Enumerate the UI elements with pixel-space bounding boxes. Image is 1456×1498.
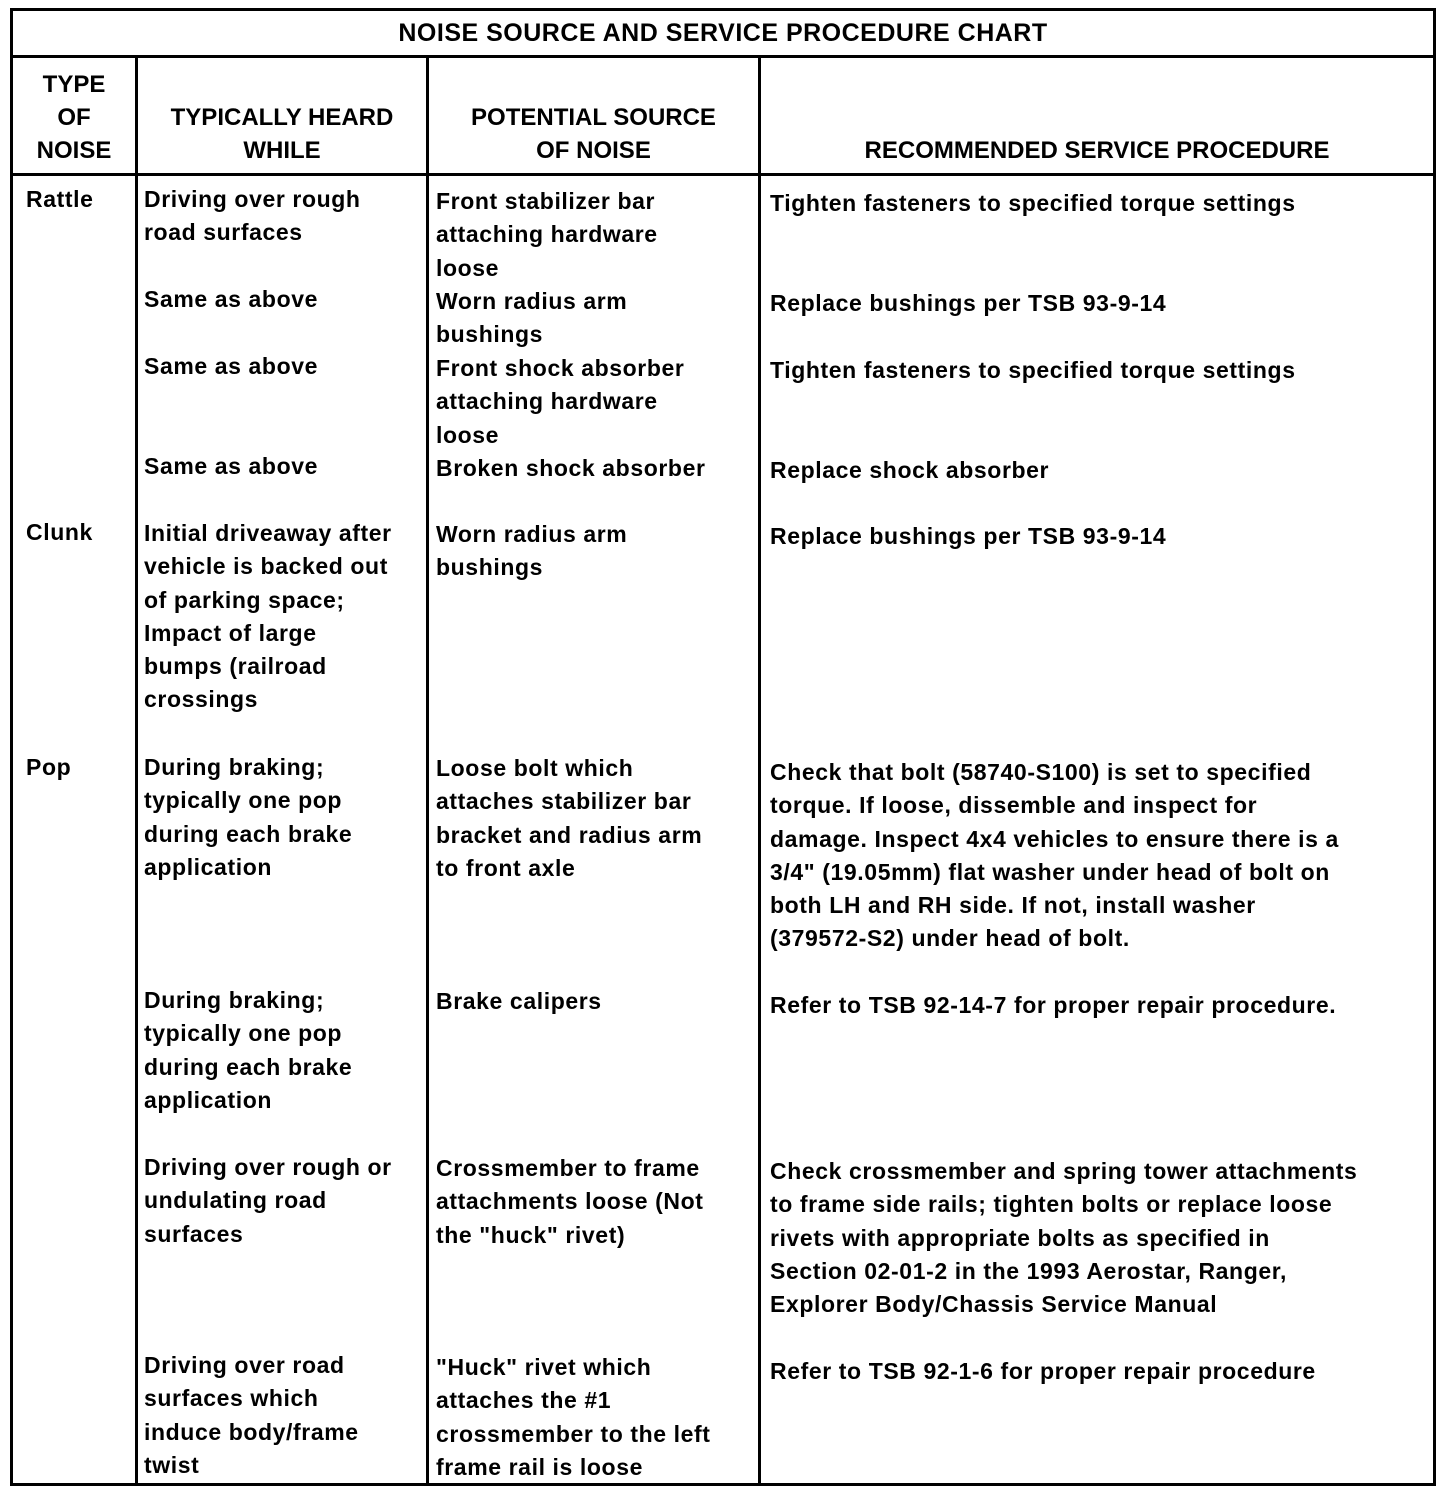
header-potential-source: POTENTIAL SOURCE OF NOISE xyxy=(471,104,716,164)
header-typically-heard: TYPICALLY HEARD WHILE xyxy=(170,104,394,164)
row-source: Brake calipers xyxy=(436,988,602,1014)
row-heard: Driving over rough road surfaces xyxy=(144,186,361,246)
row-source: Broken shock absorber xyxy=(436,455,706,481)
row-source: Crossmember to frame attachments loose (Not the "huck" rivet) xyxy=(436,1155,704,1248)
row-procedure: Replace bushings per TSB 93-9-14 xyxy=(770,523,1167,549)
row-procedure: Replace shock absorber xyxy=(770,457,1050,483)
header-divider xyxy=(13,173,1433,176)
row-heard: Initial driveaway after vehicle is backed out of parking space; Impact of large bumps (railroad crossings xyxy=(144,520,392,713)
row-procedure: Refer to TSB 92-14-7 for proper repair procedure. xyxy=(770,992,1337,1018)
row-type: Rattle xyxy=(26,186,94,212)
row-heard: Same as above xyxy=(144,453,319,479)
row-procedure: Check that bolt (58740-S100) is set to specified torque. If loose, dissemble and inspect for damage. Inspect 4x4 vehicles to ensure there is a 3/4" (19.05mm) flat washer under head of bolt on both LH and RH side. If not, install washer (379572-S2) under head of bolt. xyxy=(770,759,1339,952)
row-procedure: Tighten fasteners to specified torque settings xyxy=(770,190,1296,216)
row-procedure: Check crossmember and spring tower attachments to frame side rails; tighten bolts or replace loose rivets with appropriate bolts as specified in Section 02-01-2 in the 1993 Aerostar, Ranger, Explorer Body/Chassis Service Manual xyxy=(770,1158,1358,1318)
chart-title: NOISE SOURCE AND SERVICE PROCEDURE CHART xyxy=(13,11,1433,58)
noise-chart-table xyxy=(10,8,1436,1486)
row-source: Front shock absorber attaching hardware loose xyxy=(436,355,685,448)
row-heard: Same as above xyxy=(144,286,319,312)
row-source: "Huck" rivet which attaches the #1 crossmember to the left frame rail is loose xyxy=(436,1354,711,1480)
row-procedure: Tighten fasteners to specified torque settings xyxy=(770,357,1296,383)
row-type: Clunk xyxy=(26,519,93,545)
row-procedure: Replace bushings per TSB 93-9-14 xyxy=(770,290,1167,316)
header-service-procedure: RECOMMENDED SERVICE PROCEDURE xyxy=(864,137,1330,164)
row-type: Pop xyxy=(26,754,72,780)
row-heard: Driving over road surfaces which induce body/frame twist xyxy=(144,1352,359,1478)
row-heard: During braking; typically one pop during each brake application xyxy=(144,987,353,1113)
row-heard: During braking; typically one pop during each brake application xyxy=(144,754,353,880)
row-heard: Driving over rough or undulating road surfaces xyxy=(144,1154,392,1247)
header-type-of-noise: TYPE OF NOISE xyxy=(36,71,112,164)
row-source: Front stabilizer bar attaching hardware loose xyxy=(436,188,658,281)
row-procedure: Refer to TSB 92-1-6 for proper repair procedure xyxy=(770,1358,1316,1384)
row-heard: Same as above xyxy=(144,353,319,379)
row-source: Worn radius arm bushings xyxy=(436,521,628,581)
row-source: Worn radius arm bushings xyxy=(436,288,628,348)
row-source: Loose bolt which attaches stabilizer bar bracket and radius arm to front axle xyxy=(436,755,703,881)
